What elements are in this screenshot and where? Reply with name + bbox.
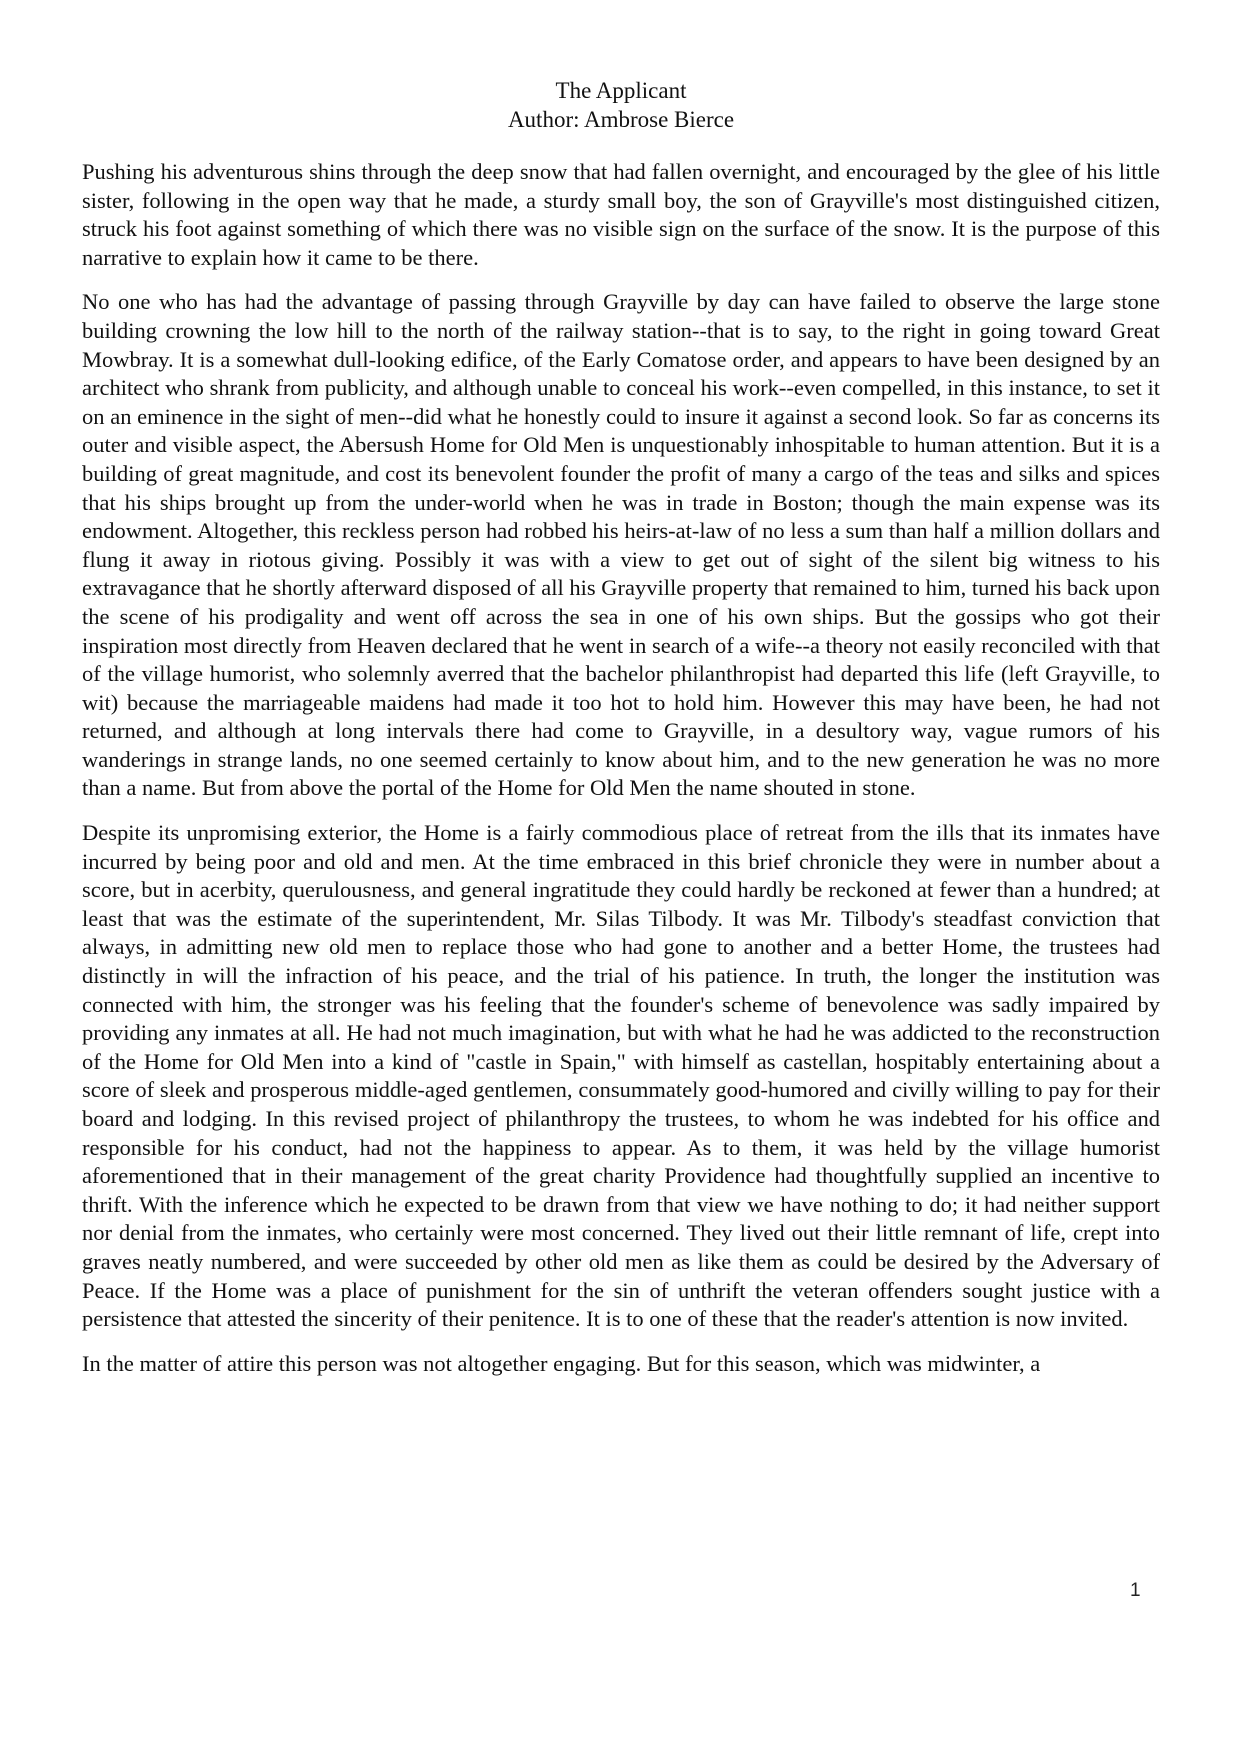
paragraph: Pushing his adventurous shins through the deep snow that had fallen overnight, and encouraged by the glee of his little sister, following in the open way that he made, a sturdy small boy, the son of Grayville's most distinguished citizen, struck his foot against something of which there was no visible sign on the surface of the snow. It is the purpose of this narrative to explain how it came to be there. xyxy=(82,159,1160,270)
paragraph: Despite its unpromising exterior, the Home is a fairly commodious place of retreat from the ills that its inmates have incurred by being poor and old and men. At the time embraced in this brief chronicle they were in number about a score, but in acerbity, querulousness, and general ingratitude they could hardly be reckoned at fewer than a hundred; at least that was the estimate of the superintendent, Mr. Silas Tilbody. It was Mr. Tilbody's steadfast conviction that always, in admitting new old men to replace those who had gone to another and a better Home, the trustees had distinctly in will the infraction of his peace, and the trial of his patience. In truth, the longer the institution was connected with him, the stronger was his feeling that the founder's scheme of benevolence was sadly impaired by providing any inmates at all. He had not much imagination, but with what he had he was addicted to the reconstruction of the Home for Old Men into a kind of "castle in Spain," with himself as castellan, hospitably entertaining about a score of sleek and prosperous middle-aged gentlemen, consummately good-humored and civilly willing to pay for their board and lodging. In this revised project of philanthropy the trustees, to whom he was indebted for his office and responsible for his conduct, had not the happiness to appear. As to them, it was held by the village humorist aforementioned that in their management of the great charity Providence had thoughtfully supplied an incentive to thrift. With the inference which he expected to be drawn from that view we have nothing to do; it had neither support nor denial from the inmates, who certainly were most concerned. They lived out their little remnant of life, crept into graves neatly numbered, and were succeeded by other old men as like them as could be desired by the Adversary of Peace. If the Home was a place of punishment for the sin of unthrift the veteran offenders sought justice with a persistence that attested the sincerity of their penitence. It is to one of these that the reader's attention is now invited. xyxy=(82,820,1160,1332)
page-number: 1 xyxy=(1130,1580,1141,1601)
document-body xyxy=(82,158,1160,1378)
author-line: Author: Ambrose Bierce xyxy=(507,107,735,132)
document-page xyxy=(82,76,1160,1394)
document-header xyxy=(82,76,1160,134)
paragraph: In the matter of attire this person was not altogether engaging. But for this season, which was midwinter, a xyxy=(82,1350,1041,1376)
document-title: The Applicant xyxy=(555,78,687,103)
paragraph: No one who has had the advantage of passing through Grayville by day can have failed to observe the large stone building crowning the low hill to the north of the railway station--that is to say, to the right in going toward Great Mowbray. It is a somewhat dull-looking edifice, of the Early Comatose order, and appears to have been designed by an architect who shrank from publicity, and although unable to conceal his work--even compelled, in this instance, to set it on an eminence in the sight of men--did what he honestly could to insure it against a second look. So far as concerns its outer and visible aspect, the Abersush Home for Old Men is unquestionably inhospitable to human attention. But it is a building of great magnitude, and cost its benevolent founder the profit of many a cargo of the teas and silks and spices that his ships brought up from the under-world when he was in trade in Boston; though the main expense was its endowment. Altogether, this reckless person had robbed his heirs-at-law of no less a sum than half a million dollars and flung it away in riotous giving. Possibly it was with a view to get out of sight of the silent big witness to his extravagance that he shortly afterward disposed of all his Grayville property that remained to him, turned his back upon the scene of his prodigality and went off across the sea in one of his own ships. But the gossips who got their inspiration most directly from Heaven declared that he went in search of a wife--a theory not easily reconciled with that of the village humorist, who solemnly averred that the bachelor philanthropist had departed this life (left Grayville, to wit) because the marriageable maidens had made it too hot to hold him. However this may have been, he had not returned, and although at long intervals there had come to Grayville, in a desultory way, vague rumors of his wanderings in strange lands, no one seemed certainly to know about him, and to the new generation he was no more than a name. But from above the portal of the Home for Old Men the name shouted in stone. xyxy=(82,289,1160,801)
